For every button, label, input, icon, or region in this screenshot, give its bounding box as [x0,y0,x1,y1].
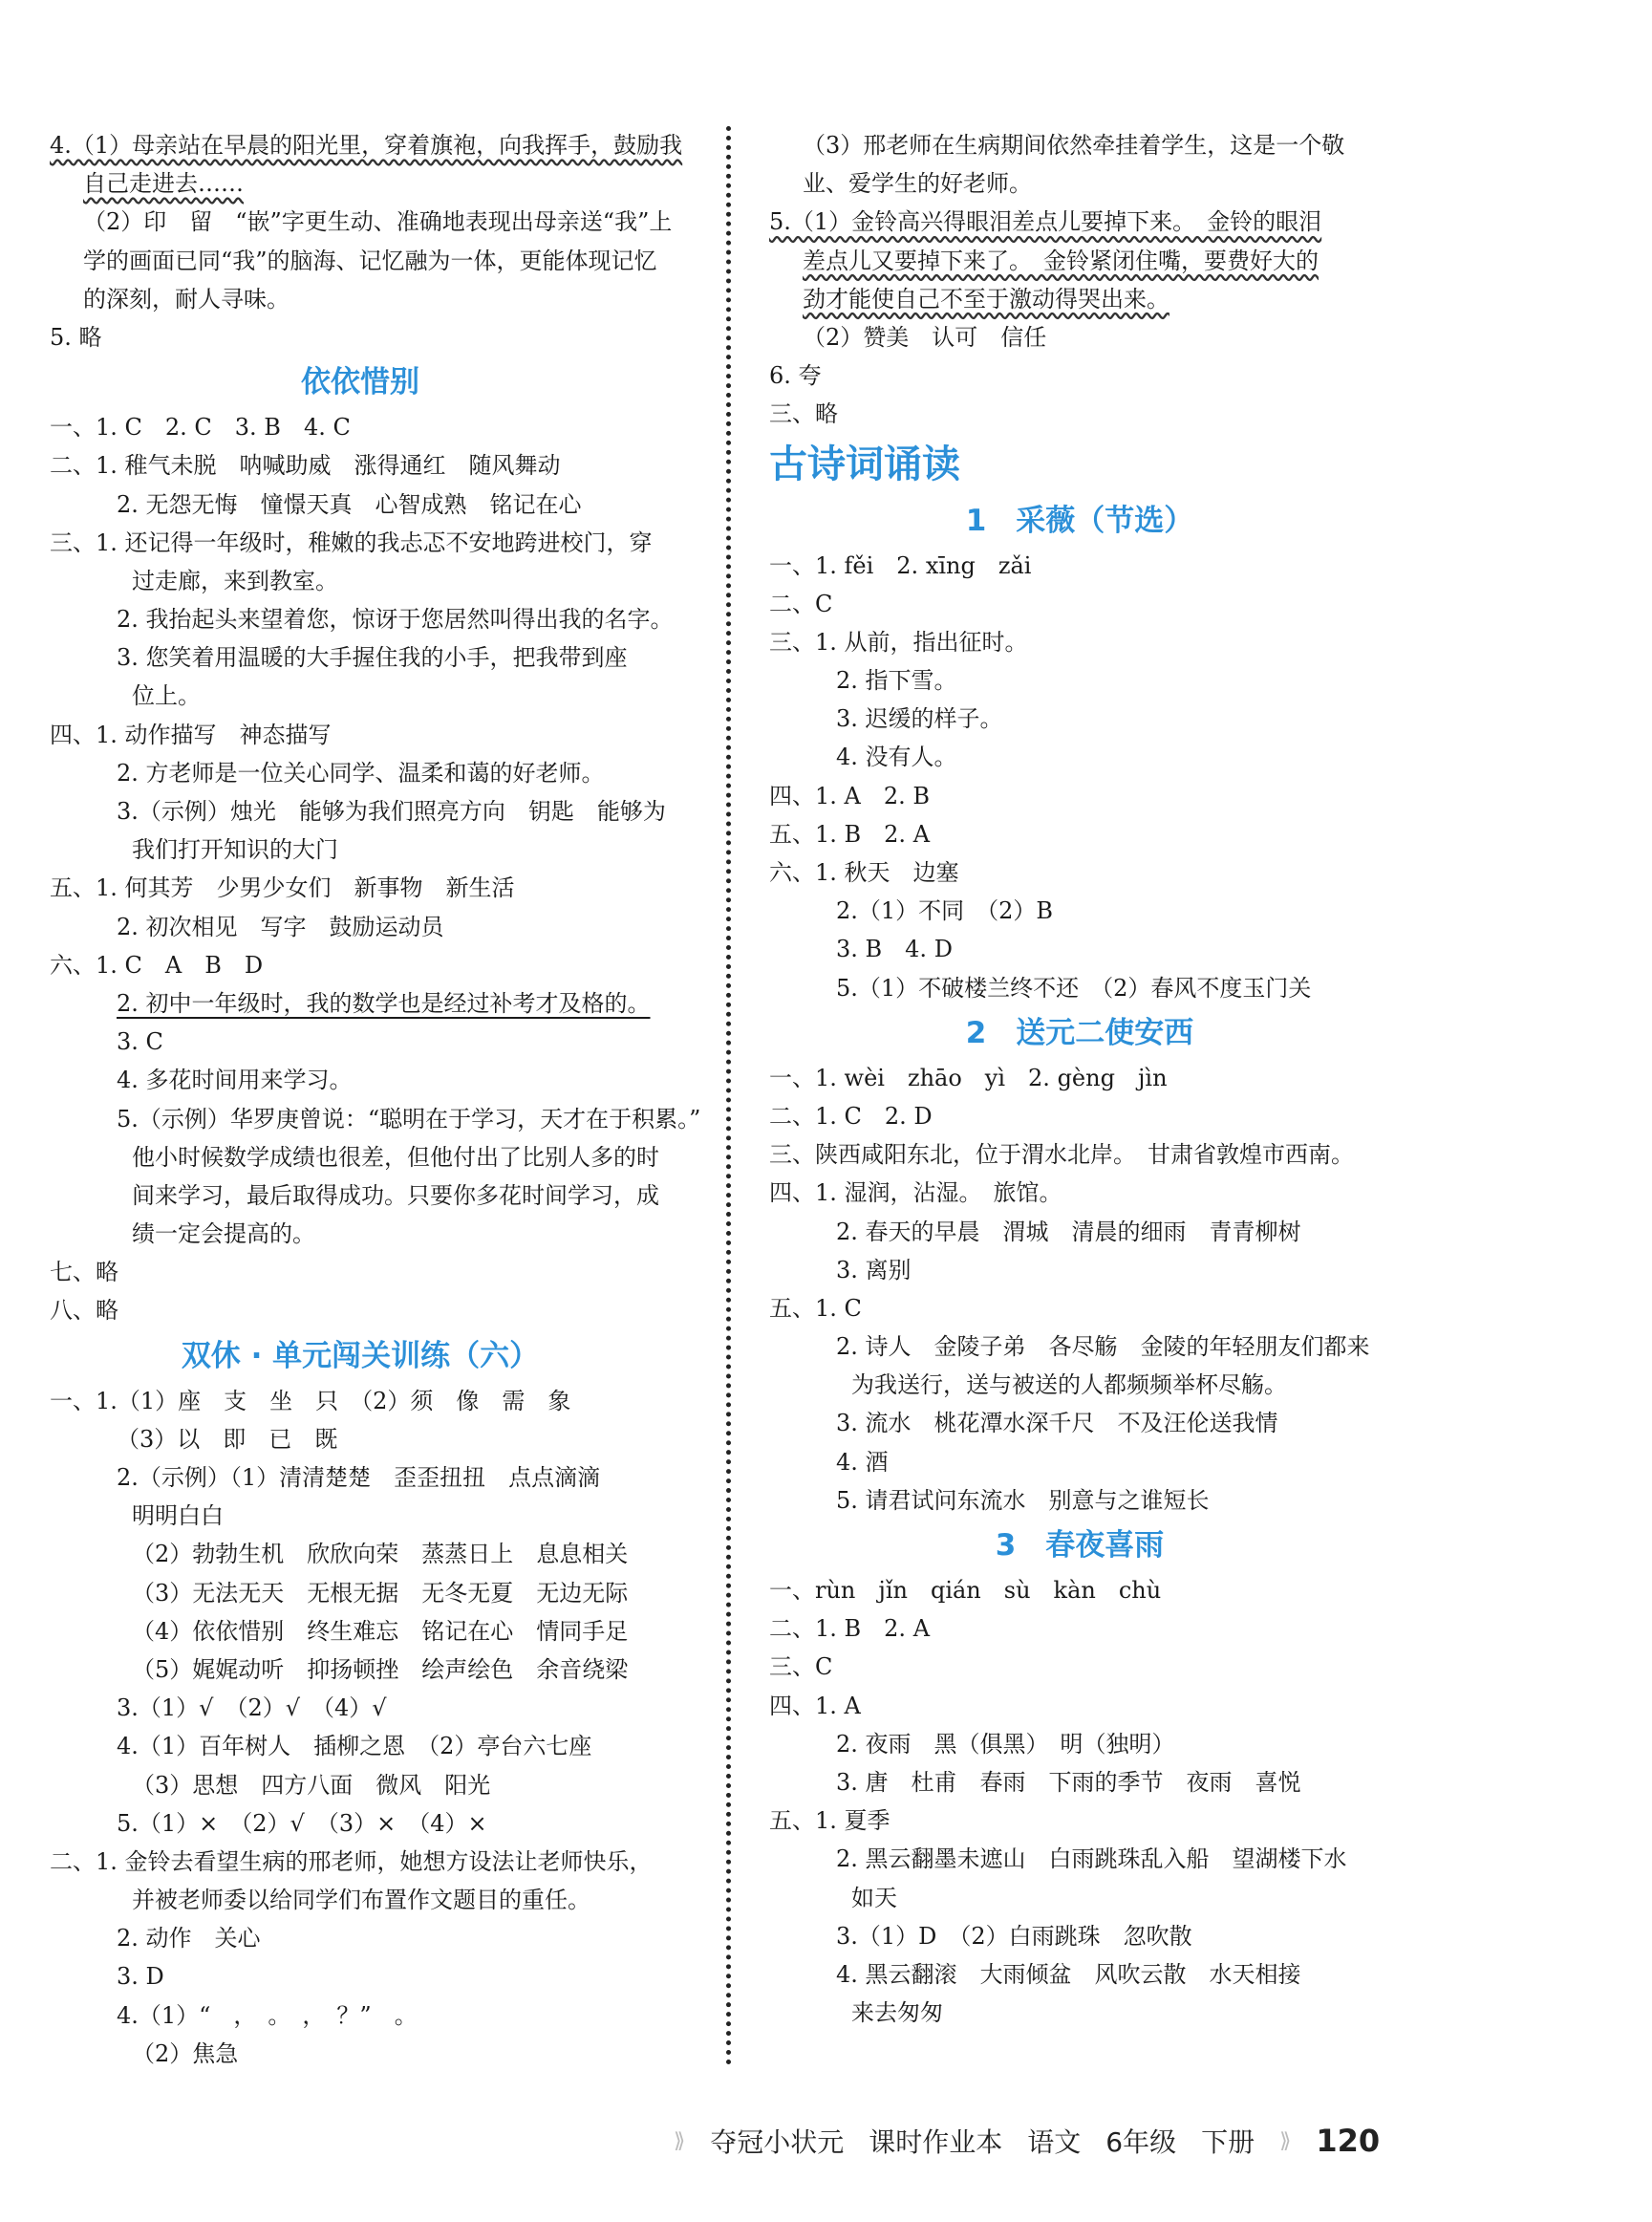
answer-text: （2）勃勃生机 欣欣向荣 蒸蒸日上 息息相关 [132,1541,629,1568]
answer-text: 我们打开知识的大门 [132,836,338,864]
answer-line [769,1648,1390,1686]
answer-text: （3）无法无天 无根无据 无冬无夏 无边无际 [132,1579,629,1607]
answer-line [50,716,671,754]
answer-text: 2. 动作 关心 [117,1925,261,1952]
answer-text: 4.（1）百年树人 插柳之恩 （2）亭台六七座 [117,1733,592,1760]
answer-text: 4. 多花时间用来学习。 [117,1067,353,1094]
section-heading: 3 春夜喜雨 [995,1528,1165,1563]
answer-line [769,1879,1390,1917]
answer-text: 二、1. C 2. D [769,1102,933,1130]
answer-line [50,1215,671,1253]
answer-text: （2）赞美 认可 信任 [803,323,1047,351]
answer-line [50,754,671,792]
answer-line [50,638,671,677]
answer-text: 5. 略 [50,323,102,351]
answer-text: 六、1. 秋天 边塞 [769,859,959,886]
answer-line [769,318,1390,356]
answer-line [50,1612,671,1650]
answer-line [769,1135,1390,1174]
answer-text: 一、1.（1）座 支 坐 只 （2）须 像 需 象 [50,1387,571,1414]
answer-line [769,1366,1390,1404]
answer-line [50,1253,671,1291]
answer-text: 四、1. A [769,1692,861,1719]
answer-text: 4.（1）母亲站在早晨的阳光里，穿着旗袍，向我挥手，鼓励我 [50,132,683,159]
answer-line [50,1291,671,1329]
answer-line [50,1996,671,2035]
answer-text: 2. 诗人 金陵子弟 各尽觞 金陵的年轻朋友们都来 [836,1333,1370,1361]
answer-line [50,984,671,1023]
answer-text: 三、陕西咸阳东北，位于渭水北岸。 甘肃省敦煌市西南。 [769,1141,1354,1169]
answer-text: 2. 我抬起头来望着您，惊讶于您居然叫得出我的名字。 [117,606,674,634]
answer-text: 四、1. A 2. B [769,782,931,809]
answer-line [769,930,1390,968]
answer-text: 3. C [117,1028,163,1056]
answer-text: 3. 流水 桃花潭水深千尺 不及汪伦送我情 [836,1410,1278,1437]
answer-text: 3. D [117,1963,164,1991]
footer-book: 课时作业本 [869,2126,1003,2158]
answer-text: 四、1. 湿润，沾湿。 旅馆。 [769,1179,1062,1207]
answer-line [769,700,1390,738]
answer-text: 3. 您笑着用温暖的大手握住我的小手，把我带到座 [117,644,628,672]
answer-text: 2. 无怨无悔 憧憬天真 心智成熟 铭记在心 [117,490,582,518]
answer-line [769,395,1390,433]
column-divider [726,126,731,2066]
answer-text: 4.（1）“ ， 。 ， ？” 。 [117,2001,418,2029]
answer-line [50,1919,671,1957]
answer-text: 5.（示例）华罗庚曾说：“聪明在于学习，天才在于积累。” [117,1105,701,1133]
answer-line [50,1957,671,1995]
answer-text: 八、略 [50,1297,118,1325]
answer-line [50,1574,671,1612]
answer-text: 2. 初中一年级时，我的数学也是经过补考才及格的。 [117,989,651,1017]
answer-line [769,1213,1390,1251]
answer-text: 6. 夸 [769,362,822,390]
answer-line [769,164,1390,203]
answer-line [50,1138,671,1176]
answer-text: 四、1. 动作描写 神态描写 [50,721,332,748]
answer-text: 4. 没有人。 [836,744,957,771]
answer-text: （5）娓娓动听 抑扬顿挫 绘声绘色 余音绕梁 [132,1655,629,1683]
arrow-left-icon: ⟫ [674,2128,686,2153]
answer-line [50,831,671,869]
answer-text: （3）邢老师在生病期间依然牵挂着学生，这是一个敬 [803,132,1345,159]
answer-text: 5. 请君试问东流水 别意与之谁短长 [836,1486,1210,1514]
answer-line [769,1059,1390,1097]
answer-text: 七、略 [50,1259,118,1286]
answer-text: 一、1. fěi 2. xīng zǎi [769,551,1032,579]
answer-text: 5.（1）× （2）√ （3）× （4）× [117,1809,487,1837]
answer-line [50,1382,671,1420]
answer-line [50,1535,671,1573]
answer-line [769,892,1390,930]
arrow-right-icon: ⟫ [1279,2128,1292,2153]
answer-text: 学的画面已同“我”的脑海、记忆融为一体，更能体现记忆 [83,247,657,274]
answer-line [50,1420,671,1458]
answer-text: 三、1. 从前，指出征时。 [769,628,1028,656]
answer-line [769,1443,1390,1481]
answer-text: 5.（1）金铃高兴得眼泪差点儿要掉下来。 金铃的眼泪 [769,208,1322,236]
footer-grade: 6年级 [1105,2126,1177,2158]
answer-text: 为我送行，送与被送的人都频频举杯尽觞。 [851,1371,1287,1399]
chapter-title: 古诗词诵读 [769,442,960,486]
answer-line [769,1327,1390,1366]
answer-text: 如天 [851,1884,897,1911]
answer-text: 3.（1）√ （2）√ （4）√ [117,1694,387,1722]
answer-text: （2）焦急 [132,2039,239,2067]
answer-line [50,1458,671,1497]
answer-line [769,1840,1390,1878]
answer-text: 自己走进去…… [83,170,244,198]
answer-line [50,1881,671,1919]
answer-text: 3. 迟缓的样子。 [836,705,1003,733]
answer-text: 六、1. C A B D [50,951,264,979]
answer-text: 过走廊，来到教室。 [132,567,338,594]
answer-line [50,126,683,164]
answer-line [50,524,671,562]
footer-brand: 夺冠小状元 [710,2126,845,2158]
answer-text: 业、爱学生的好老师。 [803,170,1032,198]
answer-text: 并被老师委以给同学们布置作文题目的重任。 [132,1887,590,1914]
answer-text: 劲才能使自己不至于激动得哭出来。 [803,285,1169,313]
answer-line [769,1174,1390,1212]
answer-text: 位上。 [132,682,201,710]
answer-text: 2. 黑云翻墨未遮山 白雨跳珠乱入船 望湖楼下水 [836,1845,1347,1873]
answer-text: 5.（1）不破楼兰终不还 （2）春风不度玉门关 [836,974,1312,1002]
answer-line [769,1955,1390,1994]
answer-text: 3.（示例）烛光 能够为我们照亮方向 钥匙 能够为 [117,798,666,825]
right-column [769,126,1390,2032]
answer-line [50,677,671,715]
answer-line [769,661,1390,700]
answer-text: 他小时候数学成绩也很差，但他付出了比别人多的时 [132,1143,659,1171]
answer-text: 间来学习，最后取得成功。只要你多花时间学习，成 [132,1181,659,1209]
page-footer [674,2117,1380,2165]
answer-line [50,1689,671,1727]
answer-text: （3）思想 四方八面 微风 阳光 [132,1771,491,1799]
answer-text: 五、1. 夏季 [769,1807,890,1835]
section-heading: 依依惜别 [301,365,419,400]
answer-text: 2. 方老师是一位关心同学、温柔和蔼的好老师。 [117,759,605,787]
answer-line [769,585,1390,623]
answer-line [769,1763,1390,1801]
answer-line [50,1804,671,1843]
answer-line [769,203,1390,241]
answer-line [769,1917,1390,1955]
section-heading: 2 送元二使安西 [965,1015,1194,1050]
answer-line [769,853,1390,892]
answer-text: 明明白白 [132,1502,224,1530]
answer-line [769,1801,1390,1840]
answer-line [769,1404,1390,1442]
answer-text: 4. 黑云翻滚 大雨倾盆 风吹云散 水天相接 [836,1960,1301,1988]
answer-line [769,738,1390,776]
answer-line [769,1571,1390,1609]
answer-line [50,318,671,356]
answer-line [50,562,671,600]
answer-text: 二、1. B 2. A [769,1615,931,1643]
answer-text: 五、1. B 2. A [769,820,931,848]
answer-line [769,1481,1390,1520]
answer-line [50,2035,671,2073]
answer-line [50,908,671,946]
answer-line [769,969,1390,1007]
answer-text: 2.（1）不同 （2）B [836,897,1054,925]
answer-text: 二、1. 金铃去看望生病的邢老师，她想方设法让老师快乐， [50,1847,653,1875]
answer-line [50,869,671,907]
answer-line [769,777,1390,815]
answer-line [769,1289,1390,1327]
answer-line [50,203,671,241]
footer-subject: 语文 [1027,2126,1082,2158]
answer-text: （4）依依惜别 终生难忘 铭记在心 情同手足 [132,1617,629,1645]
answer-text: 二、1. 稚气未脱 呐喊助威 涨得通红 随风舞动 [50,452,561,480]
answer-line [769,280,1390,318]
answer-line [769,1725,1390,1763]
answer-line [769,623,1390,661]
answer-line [50,408,671,446]
answer-text: 2. 夜雨 黑（俱黑） 明（独明） [836,1730,1175,1758]
page-number: 120 [1316,2123,1381,2159]
answer-text: 二、C [769,590,833,617]
answer-text: 3. 离别 [836,1256,912,1284]
answer-line [50,485,671,524]
answer-line [50,946,671,984]
answer-line [50,1176,671,1215]
answer-line [769,1609,1390,1648]
answer-line [50,1497,671,1535]
answer-line [50,446,671,485]
answer-line [769,815,1390,853]
left-column [50,126,701,2073]
answer-line [769,356,1390,395]
section-heading: 1 采薇（节选） [965,503,1194,538]
answer-text: 一、1. C 2. C 3. B 4. C [50,414,351,442]
answer-text: 的深刻，耐人寻味。 [83,285,290,313]
answer-text: 2.（示例）（1）清清楚楚 歪歪扭扭 点点滴滴 [117,1464,601,1491]
answer-line [50,600,674,638]
answer-text: 一、1. wèi zhāo yì 2. gèng jìn [769,1064,1168,1091]
answer-line [769,1251,1390,1289]
answer-line [50,280,671,318]
answer-text: 3.（1）D （2）白雨跳珠 忽吹散 [836,1922,1192,1950]
answer-text: 2. 春天的早晨 渭城 清晨的细雨 青青柳树 [836,1218,1301,1245]
answer-text: 三、略 [769,400,838,428]
answer-line [50,1061,671,1099]
answer-line [769,1687,1390,1725]
answer-text: 3. 唐 杜甫 春雨 下雨的季节 夜雨 喜悦 [836,1768,1301,1796]
answer-text: 差点儿又要掉下来了。 金铃紧闭住嘴，要费好大的 [803,247,1319,274]
answer-text: （3）以 即 已 既 [117,1425,338,1453]
answer-line [50,1727,671,1765]
answer-line [769,1994,1390,2032]
answer-line [50,1023,671,1061]
answer-text: 五、1. 何其芳 少男少女们 新事物 新生活 [50,874,515,902]
answer-line [50,1843,671,1881]
answer-text: 五、1. C [769,1294,862,1322]
answer-line [769,547,1390,585]
answer-line [769,1097,1390,1135]
section-heading: 双休 · 单元闯关训练（六） [181,1338,540,1373]
answer-line [50,792,671,831]
answer-text: 来去匆匆 [851,1999,943,2027]
answer-text: 三、C [769,1653,833,1681]
answer-line [50,164,671,203]
answer-text: 三、1. 还记得一年级时，稚嫩的我忐忑不安地跨进校门，穿 [50,529,653,556]
answer-text: 2. 指下雪。 [836,667,957,695]
footer-volume: 下册 [1201,2126,1255,2158]
answer-text: 4. 酒 [836,1448,889,1476]
answer-text: 绩一定会提高的。 [132,1220,315,1248]
answer-line [769,242,1390,280]
answer-text: 一、rùn jǐn qián sù kàn chù [769,1577,1162,1604]
answer-text: 2. 初次相见 写字 鼓励运动员 [117,913,444,940]
answer-text: 3. B 4. D [836,936,953,963]
answer-line [50,1100,701,1138]
answer-line [50,1650,671,1689]
answer-line [50,242,671,280]
answer-line [50,1766,671,1804]
answer-text: （2）印 留 “嵌”字更生动、准确地表现出母亲送“我”上 [83,208,673,236]
answer-line [769,126,1390,164]
